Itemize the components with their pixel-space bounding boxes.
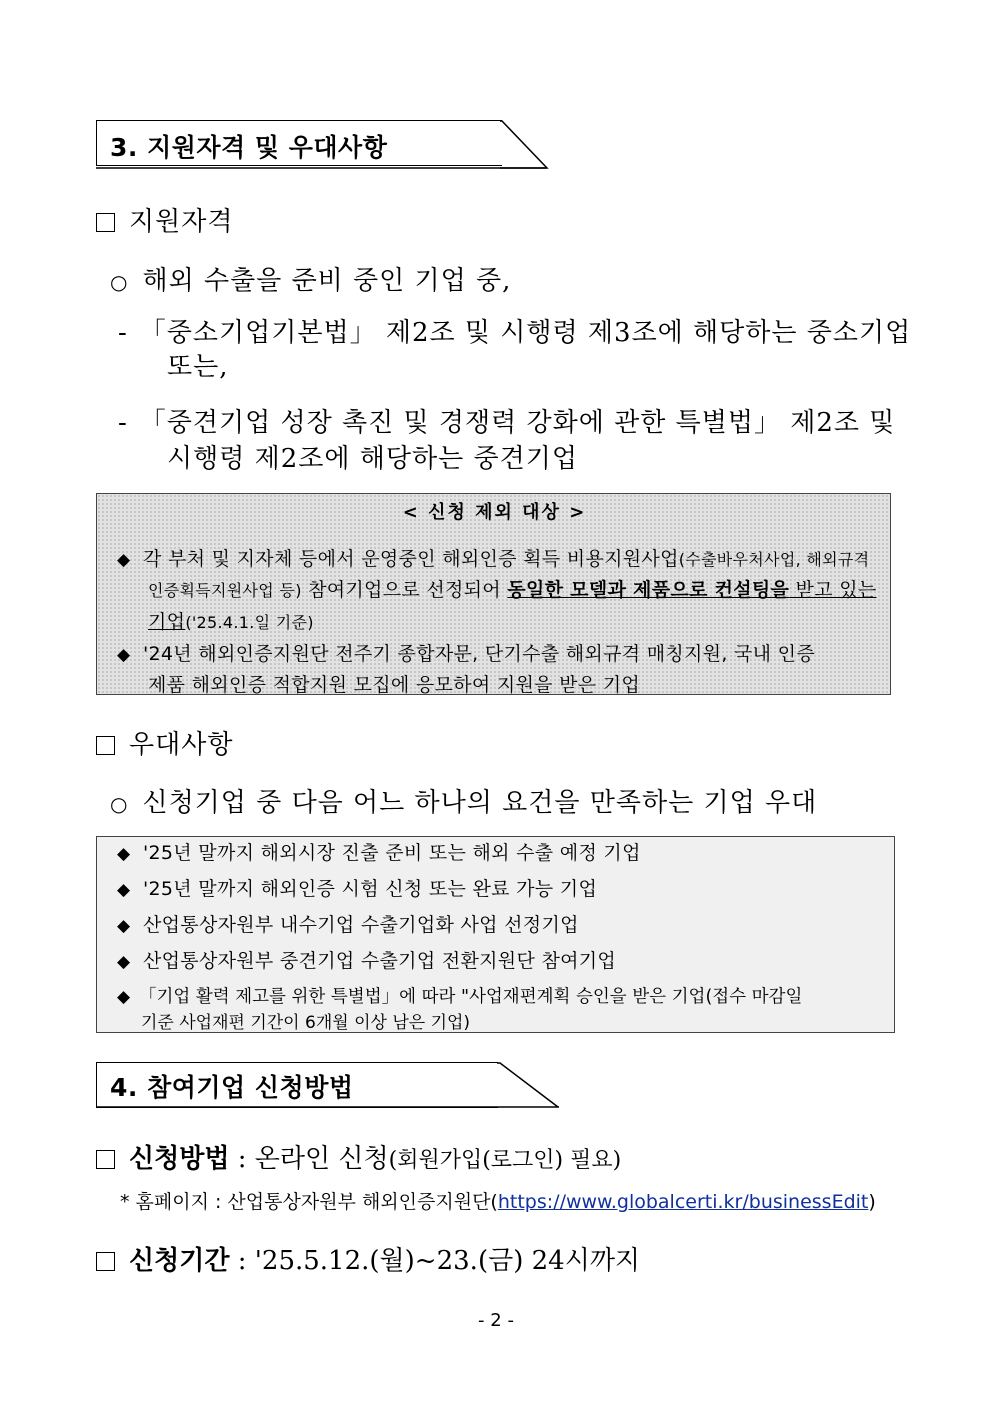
diamond-bullet-icon: ◆ (117, 987, 131, 1007)
diamond-bullet-icon: ◆ (117, 844, 131, 864)
eligibility-intro: ○ 해외 수출을 준비 중인 기업 중, (110, 266, 512, 296)
preference-item-2: ◆ '25년 말까지 해외인증 시험 신청 또는 완료 가능 기업 (117, 878, 598, 900)
exclusion-panel (96, 493, 891, 695)
square-bullet-icon (96, 1252, 115, 1271)
section-3-heading (96, 120, 548, 168)
preference-intro: ○ 신청기업 중 다음 어느 하나의 요건을 만족하는 기업 우대 (110, 788, 818, 818)
exclusion-item-1: ◆ 각 부처 및 지자체 등에서 운영중인 해외인증 획득 비용지원사업(수출바우처사업, 해외규격 (117, 548, 870, 570)
preference-heading: 우대사항 (96, 724, 233, 761)
apply-period: 신청기간 : '25.5.12.(월)~23.(금) 24시까지 (96, 1240, 640, 1277)
square-bullet-icon (96, 736, 115, 755)
preference-panel (96, 836, 895, 1033)
preference-item-3: ◆ 산업통상자원부 내수기업 수출기업화 사업 선정기업 (117, 914, 579, 936)
diamond-bullet-icon: ◆ (117, 550, 131, 570)
preference-item-1: ◆ '25년 말까지 해외시장 진출 준비 또는 해외 수출 예정 기업 (117, 842, 641, 864)
diamond-bullet-icon: ◆ (117, 645, 131, 665)
square-bullet-icon (96, 1150, 115, 1169)
page-number: - 2 - (478, 1310, 514, 1331)
diamond-bullet-icon: ◆ (117, 916, 131, 936)
exclusion-title: < 신청 제외 대상 > (402, 502, 587, 523)
homepage-note: * 홈페이지 : 산업통상자원부 해외인증지원단(https://www.globalcerti.kr/businessEdit) (120, 1191, 876, 1213)
eligibility-item-2: - 「중견기업 성장 촉진 및 경쟁력 강화에 관한 특별법」 제2조 및 (118, 408, 896, 438)
preference-item-5-line-2: 기준 사업재편 기간이 6개월 이상 남은 기업) (141, 1013, 471, 1033)
eligibility-item-2-cont: 시행령 제2조에 해당하는 중견기업 (167, 444, 578, 474)
exclusion-item-2-line-2: 제품 해외인증 적합지원 모집에 응모하여 지원을 받은 기업 (148, 674, 641, 696)
diamond-bullet-icon: ◆ (117, 952, 131, 972)
square-bullet-icon (96, 213, 115, 232)
eligibility-item-1-cont: 또는, (167, 352, 229, 382)
exclusion-item-1-line-3: 기업('25.4.1.일 기준) (148, 611, 314, 633)
eligibility-item-1: - 「중소기업기본법」 제2조 및 시행령 제3조에 해당하는 중소기업 (118, 318, 912, 348)
section-3-title: 3. 지원자격 및 우대사항 (110, 133, 388, 162)
exclusion-item-1-line-2: 인증획득지원사업 등) 참여기업으로 선정되어 동일한 모델과 제품으로 컨설팅을 받고 있는 (148, 579, 877, 601)
preference-item-5: ◆ 「기업 활력 제고를 위한 특별법」에 따라 "사업재편계획 승인을 받은 기업(접수 마감일 (117, 987, 803, 1007)
section-4-title: 4. 참여기업 신청방법 (110, 1073, 354, 1102)
eligibility-heading: 지원자격 (96, 201, 233, 238)
apply-method: 신청방법 : 온라인 신청(회원가입(로그인) 필요) (96, 1138, 621, 1175)
section-4-heading (96, 1062, 562, 1110)
exclusion-item-2: ◆ '24년 해외인증지원단 전주기 종합자문, 단기수출 해외규격 매칭지원, 국내 인증 (117, 643, 815, 665)
homepage-link[interactable]: https://www.globalcerti.kr/businessEdit (497, 1191, 869, 1213)
diamond-bullet-icon: ◆ (117, 880, 131, 900)
preference-item-4: ◆ 산업통상자원부 중견기업 수출기업 전환지원단 참여기업 (117, 950, 617, 972)
